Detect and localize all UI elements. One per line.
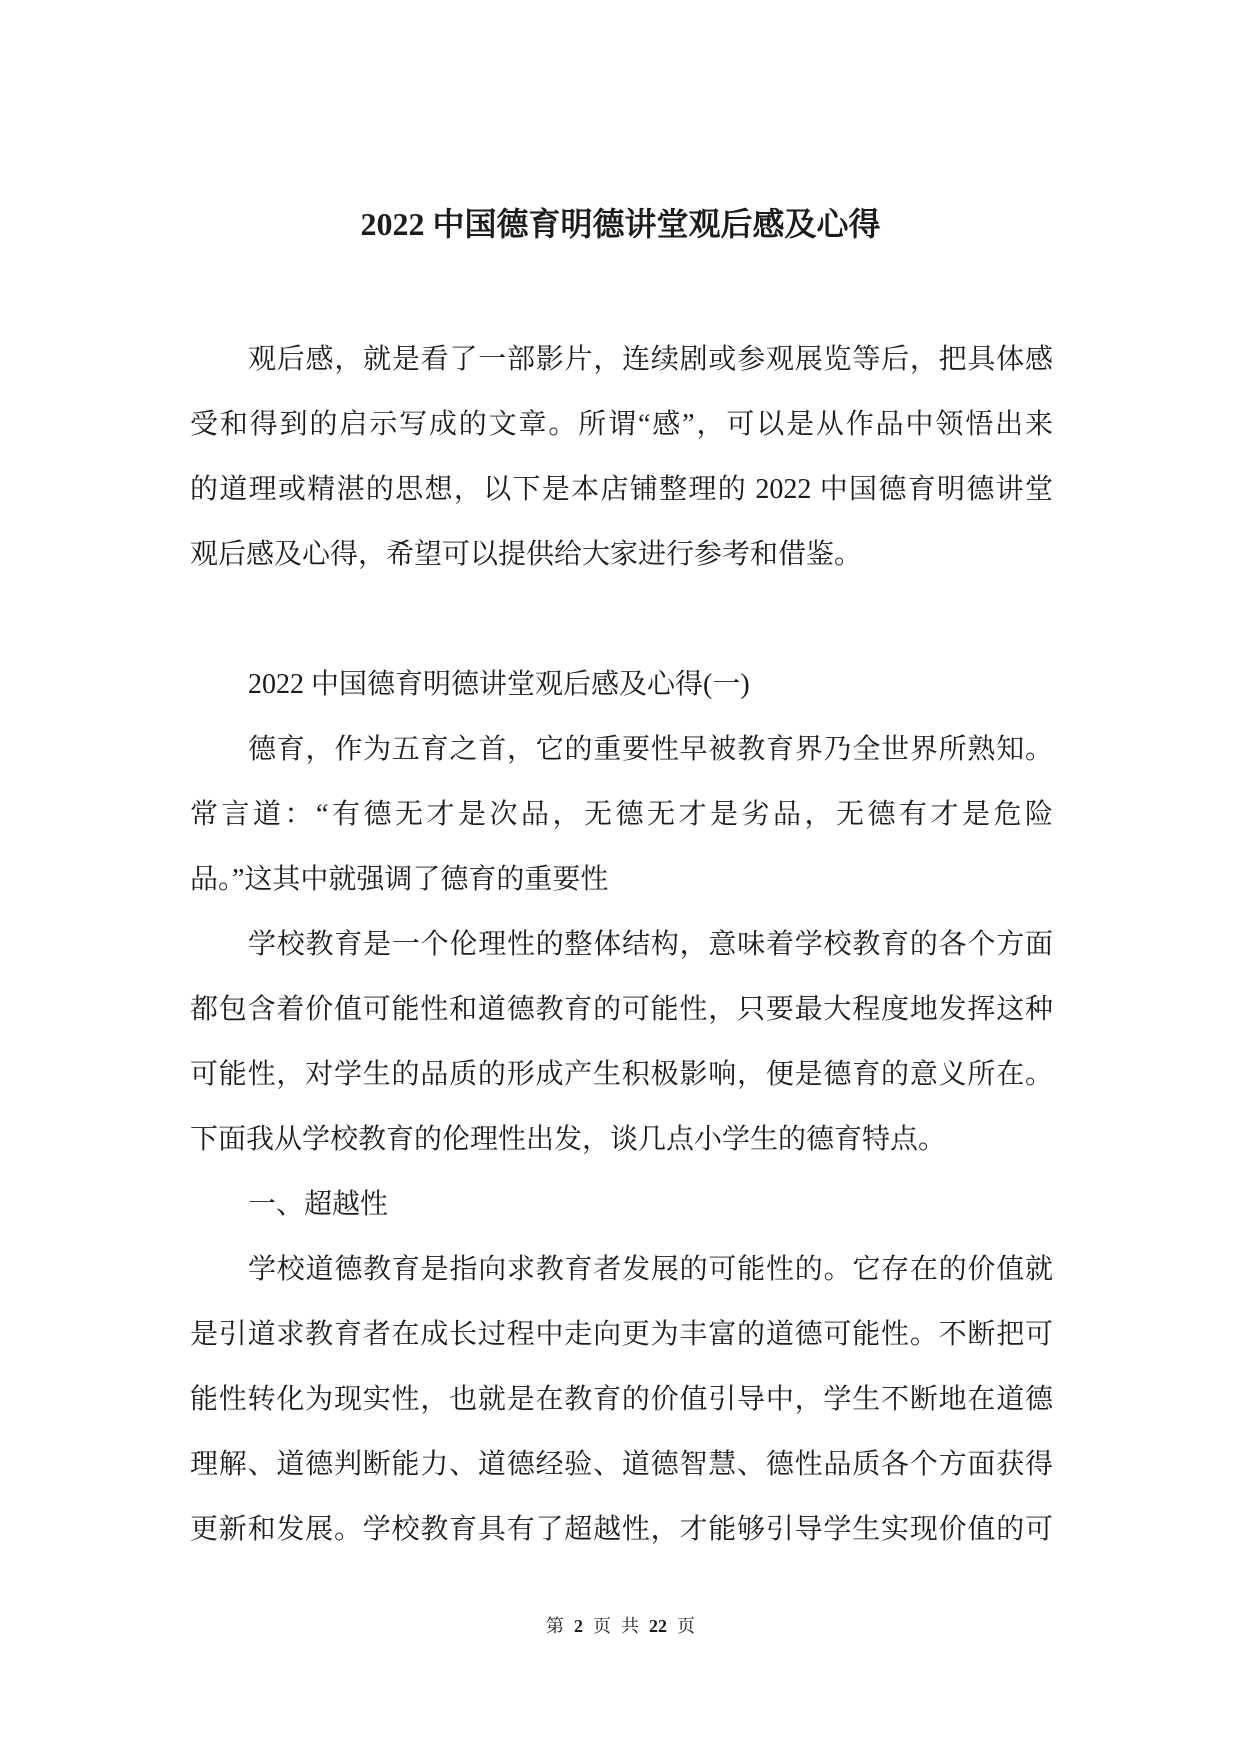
footer-page-unit: 页 (593, 1616, 611, 1636)
total-page-count: 22 (649, 1616, 667, 1636)
paragraph-line: 学校道德教育是指向求教育者发展的可能性的。它存在的价值就 (248, 1254, 1053, 1285)
paragraph-line: 下面我从学校教育的伦理性出发，谈几点小学生的德育特点。 (190, 1124, 947, 1155)
paragraph-line: 德育，作为五育之首，它的重要性早被教育界乃全世界所熟知。 (248, 734, 1053, 765)
footer-total-unit: 页 (677, 1616, 695, 1636)
transcendence-paragraph (190, 1237, 1053, 1562)
paragraph-line: 受和得到的启示写成的文章。所谓“感”，可以是从作品中领悟出来 (190, 409, 1053, 440)
document-body (190, 327, 1053, 1562)
school-ethics-paragraph (190, 912, 1053, 1172)
paragraph-line: 品。”这其中就强调了德育的重要性 (190, 864, 609, 895)
paragraph-line: 理解、道德判断能力、道德经验、道德智慧、德性品质各个方面获得 (190, 1449, 1053, 1480)
section-heading: 2022 中国德育明德讲堂观后感及心得(一) (248, 669, 750, 700)
footer-prefix: 第 (546, 1616, 564, 1636)
intro-paragraph (190, 327, 1053, 587)
current-page-number: 2 (574, 1616, 583, 1636)
paragraph-line: 学校教育是一个伦理性的整体结构，意味着学校教育的各个方面 (248, 929, 1053, 960)
paragraph-line: 都包含着价值可能性和道德教育的可能性，只要最大程度地发挥这种 (190, 994, 1053, 1025)
paragraph-line: 可能性，对学生的品质的形成产生积极影响，便是德育的意义所在。 (190, 1059, 1053, 1090)
document-title: 2022 中国德育明德讲堂观后感及心得 (360, 206, 881, 242)
importance-paragraph (190, 717, 1053, 912)
paragraph-line: 观后感及心得，希望可以提供给大家进行参考和借鉴。 (190, 539, 863, 570)
paragraph-line: 观后感，就是看了一部影片，连续剧或参观展览等后，把具体感 (248, 344, 1053, 375)
paragraph-line: 的道理或精湛的思想，以下是本店铺整理的 2022 中国德育明德讲堂 (190, 474, 1053, 505)
blank-line (190, 587, 1053, 652)
paragraph-line: 更新和发展。学校教育具有了超越性，才能够引导学生实现价值的可 (190, 1514, 1053, 1545)
paragraph-line: 常言道：“有德无才是次品，无德无才是劣品，无德有才是危险 (190, 799, 1053, 830)
subheading-transcendence: 一、超越性 (248, 1189, 389, 1220)
paragraph-line: 能性转化为现实性，也就是在教育的价值引导中，学生不断地在道德 (190, 1384, 1053, 1415)
page-footer (0, 1614, 1241, 1638)
paragraph-line: 是引道求教育者在成长过程中走向更为丰富的道德可能性。不断把可 (190, 1319, 1053, 1350)
footer-total-label: 共 (621, 1616, 639, 1636)
